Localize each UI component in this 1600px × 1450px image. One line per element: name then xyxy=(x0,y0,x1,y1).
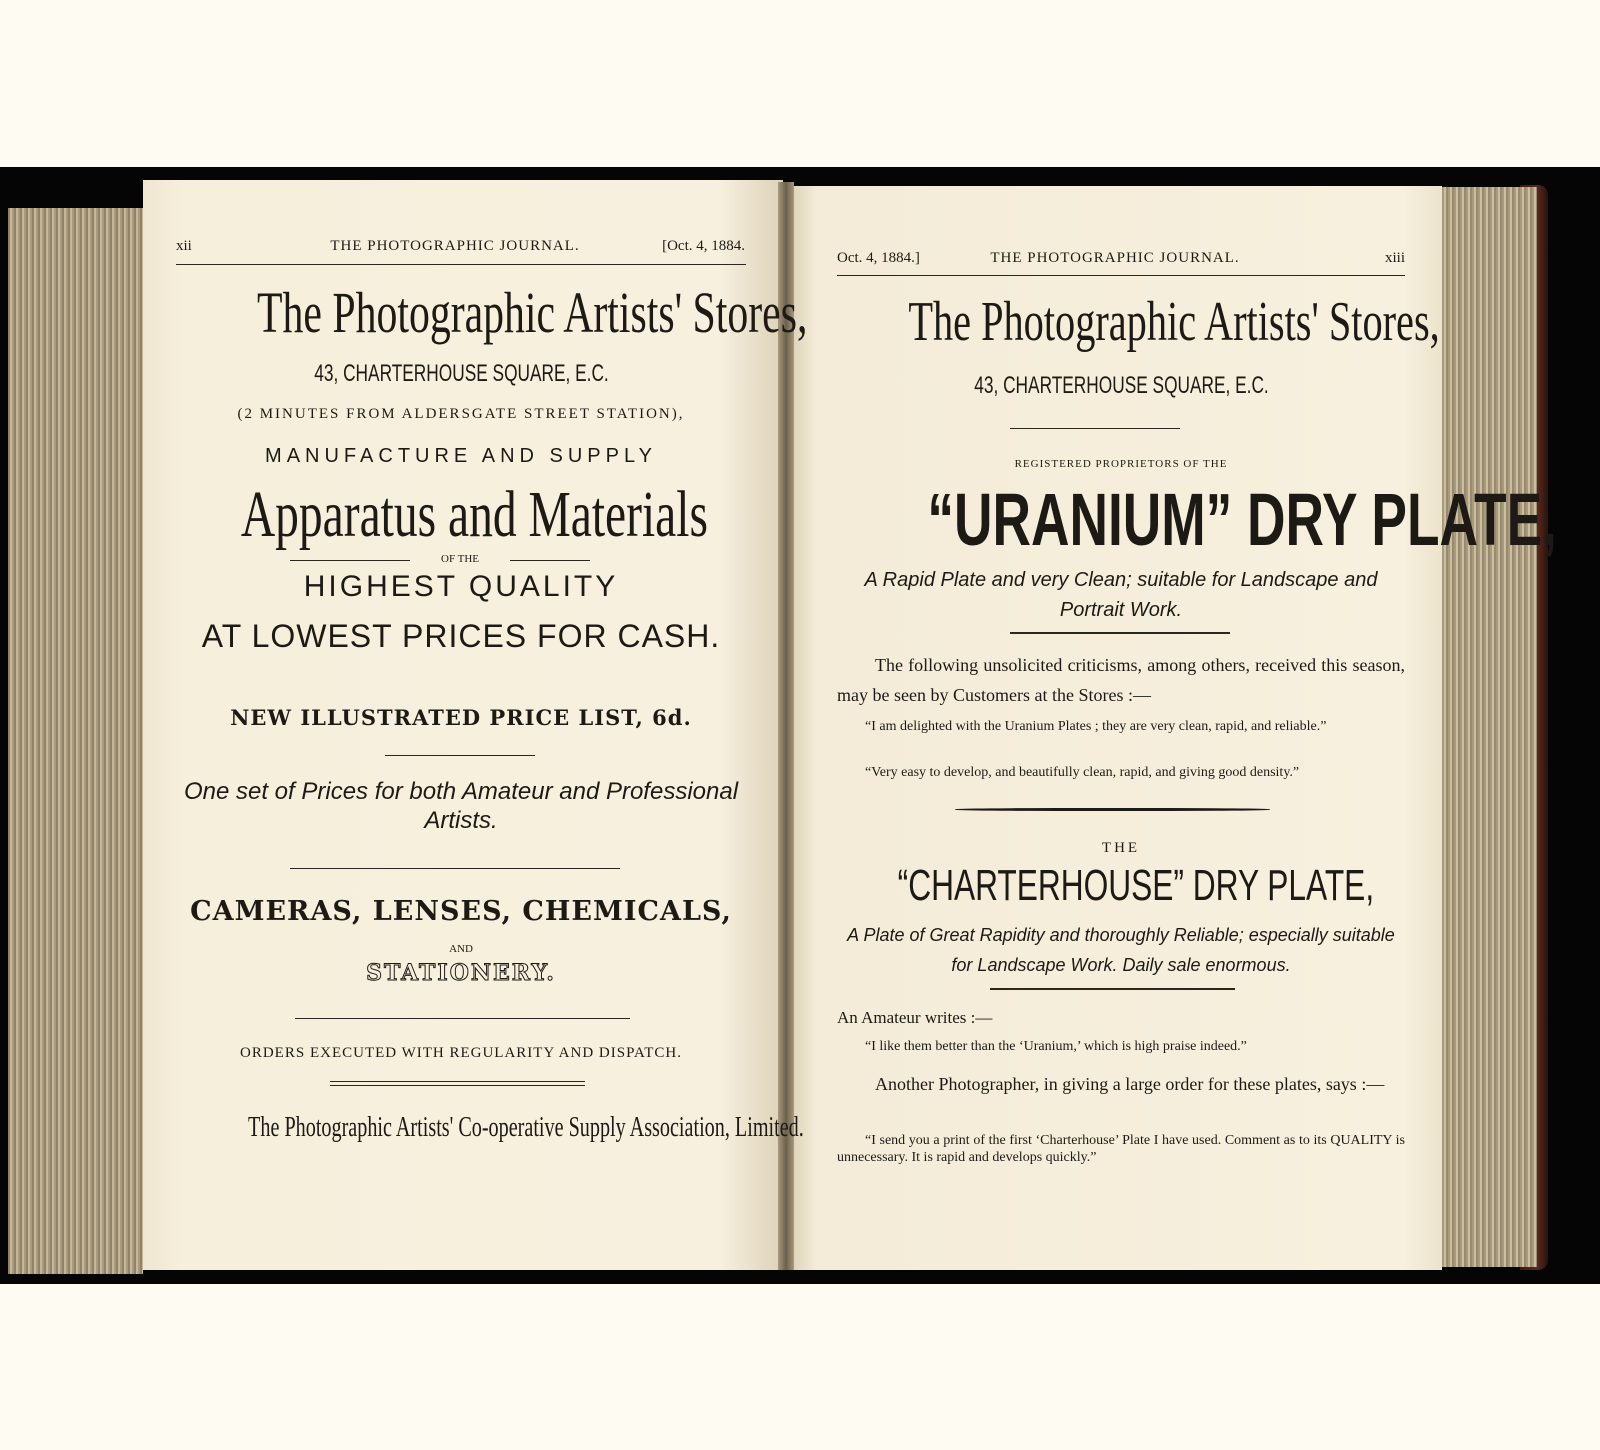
charterhouse-rule xyxy=(990,988,1235,990)
left-header-rule xyxy=(176,264,746,265)
left-journal-title: THE PHOTOGRAPHIC JOURNAL. xyxy=(330,238,580,254)
left-station-note: (2 MINUTES FROM ALDERSGATE STREET STATION), xyxy=(237,406,685,422)
right-page-edges xyxy=(1442,187,1537,1267)
right-address: 43, CHARTERHOUSE SQUARE, E.C. xyxy=(973,372,1269,399)
right-journal-title: THE PHOTOGRAPHIC JOURNAL. xyxy=(990,250,1240,266)
price-list-rule xyxy=(385,755,535,756)
uranium-quote-1: “I am delighted with the Uranium Plates ; they are very clean, rapid, and reliable.” xyxy=(865,719,1327,734)
address-rule xyxy=(1010,428,1180,429)
highest-quality: HIGHEST QUALITY xyxy=(303,570,619,603)
uranium-quote-2: “Very easy to develop, and beautifully clean, rapid, and giving good density.” xyxy=(865,765,1300,780)
orders-line: ORDERS EXECUTED WITH REGULARITY AND DISPATCH. xyxy=(240,1045,682,1061)
right-page-number: xiii xyxy=(1384,250,1405,266)
left-address: 43, CHARTERHOUSE SQUARE, E.C. xyxy=(313,360,609,387)
uranium-description: A Rapid Plate and very Clean; suitable for Landscape and Portrait Work. xyxy=(864,569,1378,621)
right-date: Oct. 4, 1884.] xyxy=(837,250,920,266)
lowest-prices: AT LOWEST PRICES FOR CASH. xyxy=(201,618,721,654)
prices-note: One set of Prices for both Amateur and Professional Artists. xyxy=(183,778,739,834)
manufacture-line: MANUFACTURE AND SUPPLY xyxy=(265,445,657,467)
criticisms-intro: The following unsolicited criticisms, among others, received this season, may be seen by Customers at the Stores :— xyxy=(837,655,1405,705)
uranium-title: “URANIUM” DRY PLATE, xyxy=(927,478,1557,561)
the-label: THE xyxy=(1101,840,1141,856)
products-line: CAMERAS, LENSES, CHEMICALS, xyxy=(190,896,732,927)
and-label: AND xyxy=(449,943,473,955)
left-date: [Oct. 4, 1884. xyxy=(662,238,745,254)
apparatus-headline: Apparatus and Materials xyxy=(240,478,708,551)
price-list: NEW ILLUSTRATED PRICE LIST, 6d. xyxy=(230,705,692,730)
stationery: STATIONERY. xyxy=(366,960,556,986)
right-header-rule xyxy=(837,275,1405,276)
left-page-number: xii xyxy=(176,238,192,254)
association-footer: The Photographic Artists' Co-operative Supply Association, Limited. xyxy=(248,1112,804,1143)
amateur-quote: “I like them better than the ‘Uranium,’ which is high praise indeed.” xyxy=(865,1039,1247,1054)
charterhouse-description: A Plate of Great Rapidity and thoroughly Reliable; especially suitable for Landscape Work. Daily sale enormous. xyxy=(847,925,1395,975)
photographer-intro: Another Photographer, in giving a large order for these plates, says :— xyxy=(875,1074,1385,1094)
of-the-label: OF THE xyxy=(410,553,510,565)
left-store-name: The Photographic Artists' Stores, xyxy=(257,280,808,345)
photographer-quote: “I send you a print of the first ‘Charterhouse’ Plate I have used. Comment as to its QUALITY is unnecessary. It is rapid and develops quickly.” xyxy=(837,1133,1405,1165)
charterhouse-title: “CHARTERHOUSE” DRY PLATE, xyxy=(897,861,1375,910)
registered-proprietors: REGISTERED PROPRIETORS OF THE xyxy=(1014,458,1228,470)
prices-rule xyxy=(290,868,620,869)
left-page-edges xyxy=(8,208,143,1274)
stationery-rule xyxy=(295,1018,630,1019)
uranium-rule xyxy=(1010,632,1230,634)
amateur-intro: An Amateur writes :— xyxy=(837,1008,993,1027)
right-store-name: The Photographic Artists' Stores, xyxy=(908,291,1440,353)
ornamental-rule xyxy=(955,808,1270,811)
orders-double-rule xyxy=(330,1081,585,1086)
